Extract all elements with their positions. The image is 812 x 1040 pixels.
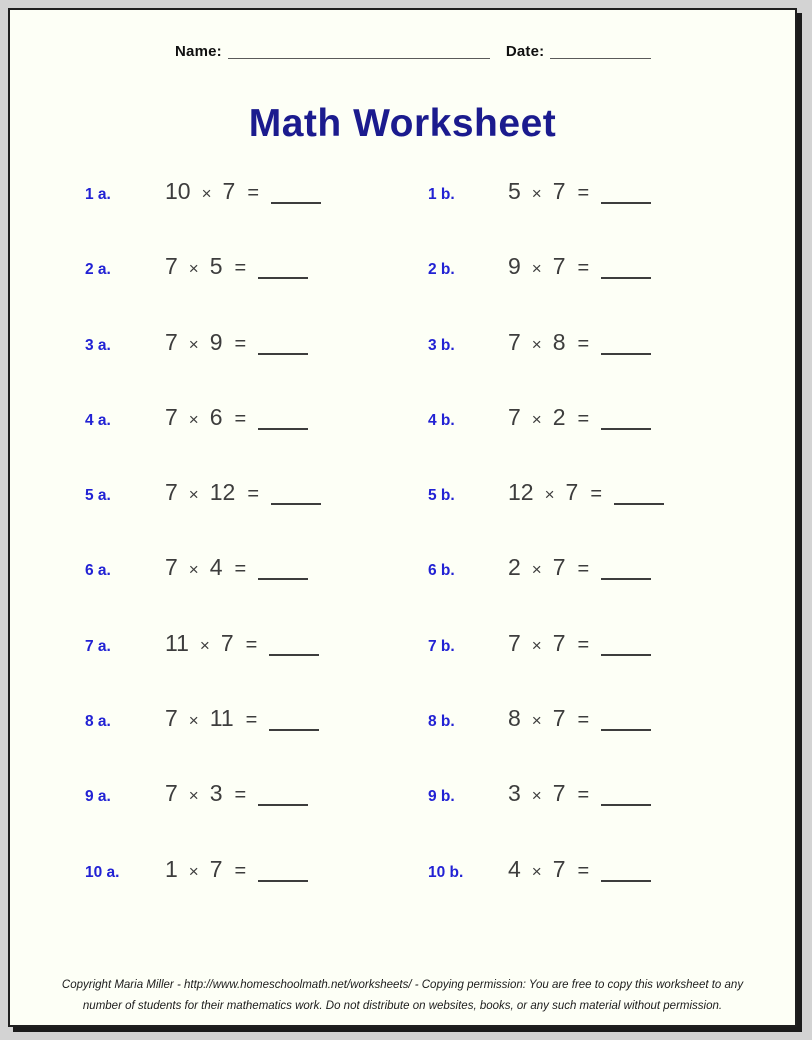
problem-row: [85, 705, 795, 780]
problem-number: 1 a.: [85, 186, 111, 203]
multiply-sign: ×: [188, 711, 199, 731]
multiply-sign: ×: [531, 409, 542, 429]
problem-3b: [428, 329, 651, 356]
multiply-sign: ×: [531, 861, 542, 881]
date-blank-line: [550, 45, 651, 59]
problem-row: [85, 253, 795, 328]
answer-blank: [258, 864, 308, 882]
copyright-line-1: Copyright Maria Miller - http://www.homeschoolmath.net/worksheets/ - Copying permission: You are free to copy this worksheet to any: [61, 979, 744, 991]
problem-expression: 1 × 7 =: [165, 856, 308, 883]
problem-row: [85, 178, 795, 253]
problem-1a: [85, 178, 428, 205]
problem-7a: [85, 630, 428, 657]
answer-blank: [271, 186, 321, 204]
problem-row: [85, 554, 795, 629]
problem-number: 1 b.: [428, 186, 455, 203]
problem-row: [85, 329, 795, 404]
problem-number: 9 b.: [428, 788, 455, 806]
problem-2b: [428, 253, 651, 280]
multiply-sign: ×: [188, 334, 199, 354]
problem-expression: 5 × 7 =: [508, 178, 651, 205]
problem-number: 8 a.: [85, 713, 111, 731]
multiply-sign: ×: [188, 259, 199, 279]
multiply-sign: ×: [531, 334, 542, 354]
answer-blank: [601, 337, 651, 355]
equals-sign: =: [234, 784, 247, 807]
equals-sign: =: [247, 483, 260, 506]
multiply-sign: ×: [531, 635, 542, 655]
problem-number: 5 b.: [428, 487, 455, 505]
multiply-sign: ×: [188, 409, 199, 429]
problem-expression: 7 × 5 =: [165, 253, 308, 280]
problem-row: [85, 479, 795, 554]
problem-2a: [85, 253, 428, 280]
problem-6a: [85, 554, 428, 581]
equals-sign: =: [577, 182, 590, 204]
answer-blank: [258, 562, 308, 580]
problem-8b: [428, 705, 651, 732]
multiply-sign: ×: [531, 786, 542, 806]
answer-blank: [258, 261, 308, 279]
problem-expression: 4 × 7 =: [508, 856, 651, 883]
problem-expression: 7 × 11 =: [165, 705, 319, 732]
problem-number: 7 b.: [428, 637, 455, 655]
equals-sign: =: [577, 633, 590, 656]
problem-expression: 10 × 7 =: [165, 178, 321, 205]
multiply-sign: ×: [188, 560, 199, 580]
problem-expression: 12 × 7 =: [508, 479, 664, 506]
equals-sign: =: [247, 182, 260, 204]
problem-number: 3 a.: [85, 336, 111, 354]
multiply-sign: ×: [531, 711, 542, 731]
problem-number: 9 a.: [85, 788, 111, 806]
problem-number: 5 a.: [85, 487, 111, 505]
equals-sign: =: [577, 859, 590, 882]
problem-expression: 7 × 9 =: [165, 329, 308, 356]
problem-row: [85, 404, 795, 479]
equals-sign: =: [234, 257, 247, 280]
multiply-sign: ×: [199, 635, 210, 655]
problem-expression: 11 × 7 =: [165, 630, 319, 657]
answer-blank: [601, 261, 651, 279]
problem-6b: [428, 554, 651, 581]
copyright-line-2: number of students for their mathematics work. Do not distribute on websites, books, or any such material without permission.: [82, 1000, 723, 1012]
problem-8a: [85, 705, 428, 732]
problem-10b: [428, 856, 651, 883]
problem-number: 4 b.: [428, 411, 455, 429]
problem-expression: 7 × 4 =: [165, 554, 308, 581]
problem-9b: [428, 780, 651, 807]
equals-sign: =: [577, 784, 590, 807]
answer-blank: [258, 788, 308, 806]
equals-sign: =: [234, 407, 247, 430]
equals-sign: =: [577, 407, 590, 430]
problem-5a: [85, 479, 428, 506]
problem-number: 6 b.: [428, 562, 455, 580]
problem-expression: 7 × 2 =: [508, 404, 651, 431]
problem-number: 6 a.: [85, 562, 111, 580]
problem-number: 3 b.: [428, 336, 455, 354]
problem-7b: [428, 630, 651, 657]
multiply-sign: ×: [188, 786, 199, 806]
copyright-footer: [10, 975, 795, 1017]
answer-blank: [601, 713, 651, 731]
equals-sign: =: [577, 257, 590, 280]
answer-blank: [601, 412, 651, 430]
answer-blank: [601, 562, 651, 580]
problem-number: 8 b.: [428, 713, 455, 731]
problem-9a: [85, 780, 428, 807]
multiply-sign: ×: [188, 485, 199, 505]
problem-expression: 9 × 7 =: [508, 253, 651, 280]
problem-1b: [428, 178, 651, 205]
answer-blank: [601, 788, 651, 806]
problem-expression: 7 × 12 =: [165, 479, 321, 506]
problem-5b: [428, 479, 664, 506]
problem-expression: 7 × 8 =: [508, 329, 651, 356]
problem-number: 10 b.: [428, 863, 464, 881]
problem-expression: 2 × 7 =: [508, 554, 651, 581]
problems-grid: [85, 178, 795, 931]
answer-blank: [601, 864, 651, 882]
multiply-sign: ×: [188, 861, 199, 881]
problem-number: 10 a.: [85, 863, 120, 881]
answer-blank: [258, 337, 308, 355]
answer-blank: [614, 487, 664, 505]
problem-4b: [428, 404, 651, 431]
multiply-sign: ×: [531, 184, 542, 203]
answer-blank: [601, 638, 651, 656]
problem-row: [85, 856, 795, 931]
answer-blank: [269, 638, 319, 656]
problem-4a: [85, 404, 428, 431]
problem-expression: 7 × 3 =: [165, 780, 308, 807]
equals-sign: =: [234, 332, 247, 355]
multiply-sign: ×: [531, 259, 542, 279]
header: [10, 10, 795, 60]
page-title: Math Worksheet: [248, 102, 557, 145]
equals-sign: =: [577, 709, 590, 732]
problem-3a: [85, 329, 428, 356]
problem-expression: 8 × 7 =: [508, 705, 651, 732]
worksheet-page: [8, 8, 797, 1027]
answer-blank: [271, 487, 321, 505]
problem-expression: 7 × 7 =: [508, 630, 651, 657]
equals-sign: =: [577, 558, 590, 581]
answer-blank: [269, 713, 319, 731]
answer-blank: [601, 186, 651, 204]
name-blank-line: [228, 45, 490, 59]
problem-number: 2 b.: [428, 261, 455, 279]
equals-sign: =: [234, 859, 247, 882]
equals-sign: =: [245, 709, 258, 732]
problem-number: 7 a.: [85, 637, 111, 655]
multiply-sign: ×: [544, 485, 555, 505]
name-label: Name:: [175, 43, 222, 60]
problem-expression: 3 × 7 =: [508, 780, 651, 807]
answer-blank: [258, 412, 308, 430]
problem-expression: 7 × 6 =: [165, 404, 308, 431]
problem-row: [85, 630, 795, 705]
date-label: Date:: [505, 43, 545, 60]
multiply-sign: ×: [531, 560, 542, 580]
problem-number: 2 a.: [85, 261, 111, 279]
equals-sign: =: [577, 332, 590, 355]
multiply-sign: ×: [201, 184, 212, 203]
equals-sign: =: [245, 633, 258, 656]
problem-10a: [85, 856, 428, 883]
equals-sign: =: [590, 483, 603, 506]
equals-sign: =: [234, 558, 247, 581]
problem-number: 4 a.: [85, 411, 111, 429]
problem-row: [85, 780, 795, 855]
